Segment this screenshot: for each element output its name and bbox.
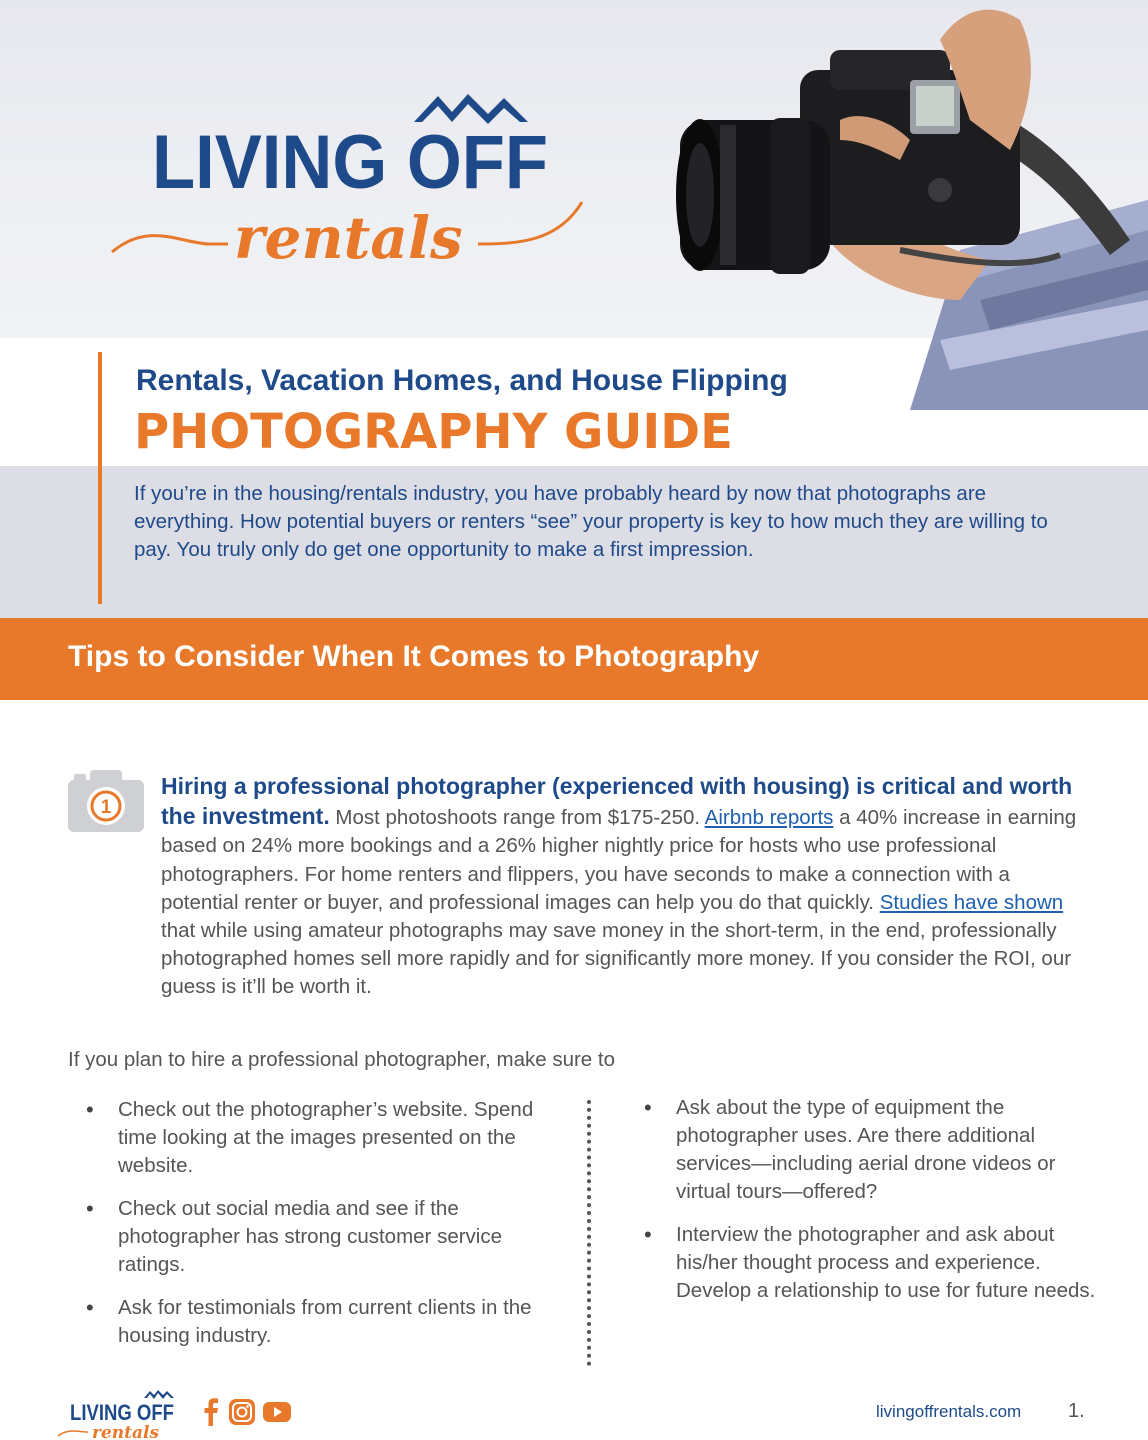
list-item: • Ask about the type of equipment the photographer uses. Are there additional services—including aerial drone videos or virtual tours—offered? — [626, 1094, 1096, 1206]
tip-1-lead: Hiring a professional photographer (experienced with housing) is critical and worth the investment. — [161, 773, 1073, 830]
guide-title: PHOTOGRAPHY GUIDE — [134, 404, 733, 460]
tip-1-paragraph — [161, 772, 1091, 1002]
list-item: • Check out social media and see if the photographer has strong customer service ratings. — [68, 1195, 568, 1279]
svg-text:rentals: rentals — [92, 1423, 160, 1440]
page-number: 1. — [1068, 1400, 1085, 1422]
instagram-icon[interactable] — [228, 1398, 256, 1426]
checklist-left-column — [68, 1096, 568, 1365]
tip-1-text-b: a 40% increase in earning based on 24% more bookings and a 26% higher nightly price for hosts who use professional photographers. For home renters and flippers, you have seconds to make a connection with a potential renter or buyer, and professional images can help you do that quickly. — [161, 806, 1077, 914]
guide-subtitle: Rentals, Vacation Homes, and House Flipping — [136, 364, 788, 397]
svg-text:LIVING OFF: LIVING OFF — [70, 1400, 174, 1425]
accent-rule — [98, 352, 102, 604]
tip-1-text-a: Most photoshoots range from $175-250. — [329, 806, 705, 830]
tip-1-text-c: that while using amateur photographs may save money in the short-term, in the end, professionally photographed homes sell more rapidly and for significantly more money. If you consider the ROI, our guess is it’ll be worth it. — [161, 919, 1072, 999]
airbnb-reports-link[interactable]: Airbnb reports — [704, 806, 834, 830]
svg-text:LIVING OFF: LIVING OFF — [152, 120, 548, 205]
facebook-icon[interactable] — [200, 1398, 222, 1426]
svg-text:rentals: rentals — [234, 204, 463, 272]
studies-link[interactable]: Studies have shown — [879, 890, 1064, 914]
youtube-icon[interactable] — [262, 1398, 292, 1426]
list-item: • Ask for testimonials from current clients in the housing industry. — [68, 1294, 568, 1350]
tips-section-title: Tips to Consider When It Comes to Photography — [68, 640, 760, 673]
camera-number-icon — [66, 768, 146, 834]
checklist-intro: If you plan to hire a professional photographer, make sure to — [68, 1048, 616, 1071]
footer-url[interactable]: livingoffrentals.com — [876, 1402, 1022, 1421]
svg-text:1: 1 — [100, 797, 112, 818]
list-item: • Check out the photographer’s website. Spend time looking at the images presented on the website. — [68, 1096, 568, 1180]
footer-logo — [58, 1388, 188, 1440]
living-off-rentals-logo — [108, 92, 598, 282]
intro-paragraph: If you’re in the housing/rentals industry, you have probably heard by now that photographs are everything. How potential buyers or renters “see” your property is key to how much they are willing to pay. You truly only do get one opportunity to make a first impression. — [134, 482, 1048, 561]
column-divider — [587, 1100, 591, 1366]
list-item: • Interview the photographer and ask about his/her thought process and experience. Develop a relationship to use for future needs. — [626, 1221, 1096, 1305]
camera-hand-photo — [660, 0, 1148, 410]
checklist-right-column — [626, 1094, 1096, 1320]
